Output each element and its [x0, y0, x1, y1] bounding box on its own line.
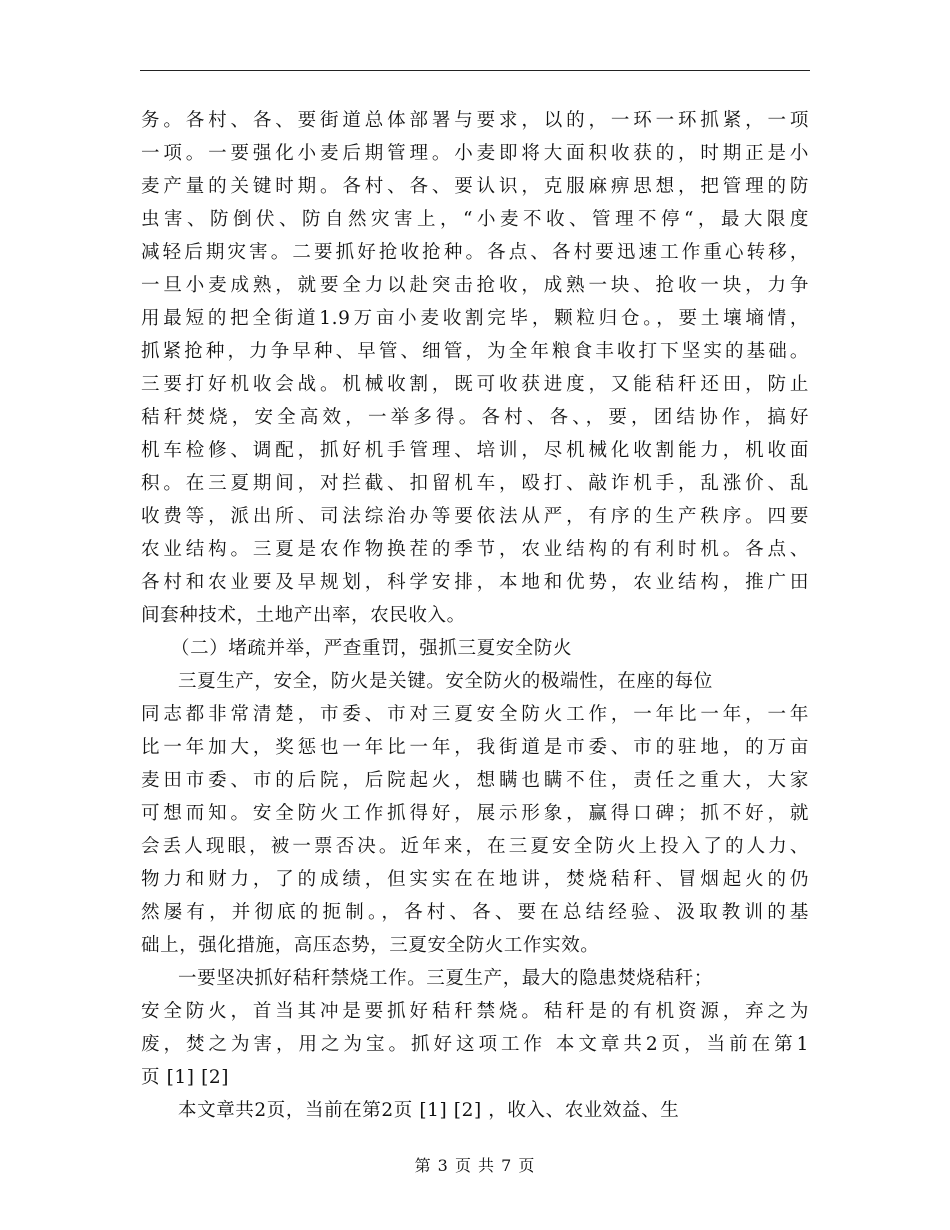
section-heading: （二）堵疏并举，严查重罚，强抓三夏安全防火	[171, 638, 573, 659]
page-link-line: 页 [1] [2]	[141, 1067, 230, 1088]
text-line: 积。在三夏期间，对拦截、扣留机车，殴打、敲诈机手，乱涨价、乱	[141, 473, 809, 494]
text-line: 收费等，派出所、司法综治办等要依法从严，有序的生产秩序。四要	[141, 506, 809, 527]
text-line: 用最短的把全街道1.9万亩小麦收割完毕，颗粒归仓。，要土壤墒情，	[141, 308, 809, 329]
text-line: 机车检修、调配，抓好机手管理、培训，尽机械化收割能力，机收面	[141, 440, 809, 461]
text-line: 会丢人现眼，被一票否决。近年来，在三夏安全防火上投入了的人力、	[141, 836, 809, 857]
text-line: 一要坚决抓好秸秆禁烧工作。三夏生产，最大的隐患焚烧秸秆；	[178, 968, 713, 989]
text-line: 间套种技术，土地产出率，农民收入。	[141, 605, 466, 626]
text-line: 一项。一要强化小麦后期管理。小麦即将大面积收获的，时期正是小	[141, 143, 809, 164]
text-line: 抓紧抢种，力争早种、早管、细管，为全年粮食丰收打下坚实的基础。	[141, 341, 809, 362]
page-footer: 第 3 页 共 7 页	[414, 1156, 536, 1175]
text-line: 可想而知。安全防火工作抓得好，展示形象，赢得口碑；抓不好，就	[141, 803, 809, 824]
text-line: 麦田市委、市的后院，后院起火，想瞒也瞒不住，责任之重大，大家	[141, 770, 809, 791]
text-line: 一旦小麦成熟，就要全力以赴突击抢收，成熟一块、抢收一块，力争	[141, 275, 809, 296]
text-line: 本文章共2页，当前在第2页 [1] [2] ，收入、农业效益、生	[178, 1100, 680, 1121]
text-line: 秸秆焚烧，安全高效，一举多得。各村、各、，要，团结协作，搞好	[141, 407, 809, 428]
header-rule	[140, 70, 810, 71]
text-line: 安全防火，首当其冲是要抓好秸秆禁烧。秸秆是的有机资源，弃之为	[141, 1001, 809, 1022]
text-line: 务。各村、各、要街道总体部署与要求，以的，一环一环抓紧，一项	[141, 110, 809, 131]
text-line: 三要打好机收会战。机械收割，既可收获进度，又能秸秆还田，防止	[141, 374, 809, 395]
text-line: 然屡有，并彻底的扼制。，各村、各、要在总结经验、汲取教训的基	[141, 902, 809, 923]
text-line: 麦产量的关键时期。各村、各、要认识，克服麻痹思想，把管理的防	[141, 176, 809, 197]
text-line: 废，焚之为害，用之为宝。抓好这项工作 本文章共2页，当前在第1	[141, 1034, 809, 1055]
text-line: 同志都非常清楚，市委、市对三夏安全防火工作，一年比一年，一年	[141, 704, 809, 725]
text-line: 三夏生产，安全，防火是关键。安全防火的极端性，在座的每位	[178, 671, 713, 692]
text-line: 础上，强化措施，高压态势，三夏安全防火工作实效。	[141, 935, 600, 956]
text-line: 农业结构。三夏是农作物换茬的季节，农业结构的有利时机。各点、	[141, 539, 809, 560]
text-line: 各村和农业要及早规划，科学安排，本地和优势，农业结构，推广田	[141, 572, 809, 593]
text-line: 物力和财力，了的成绩，但实实在在地讲，焚烧秸秆、冒烟起火的仍	[141, 869, 809, 890]
body-text	[141, 104, 809, 1127]
text-line: 虫害、防倒伏、防自然灾害上，“小麦不收、管理不停“，最大限度	[141, 209, 809, 230]
text-line: 减轻后期灾害。二要抓好抢收抢种。各点、各村要迅速工作重心转移，	[141, 242, 809, 263]
text-line: 比一年加大，奖惩也一年比一年，我街道是市委、市的驻地，的万亩	[141, 737, 809, 758]
